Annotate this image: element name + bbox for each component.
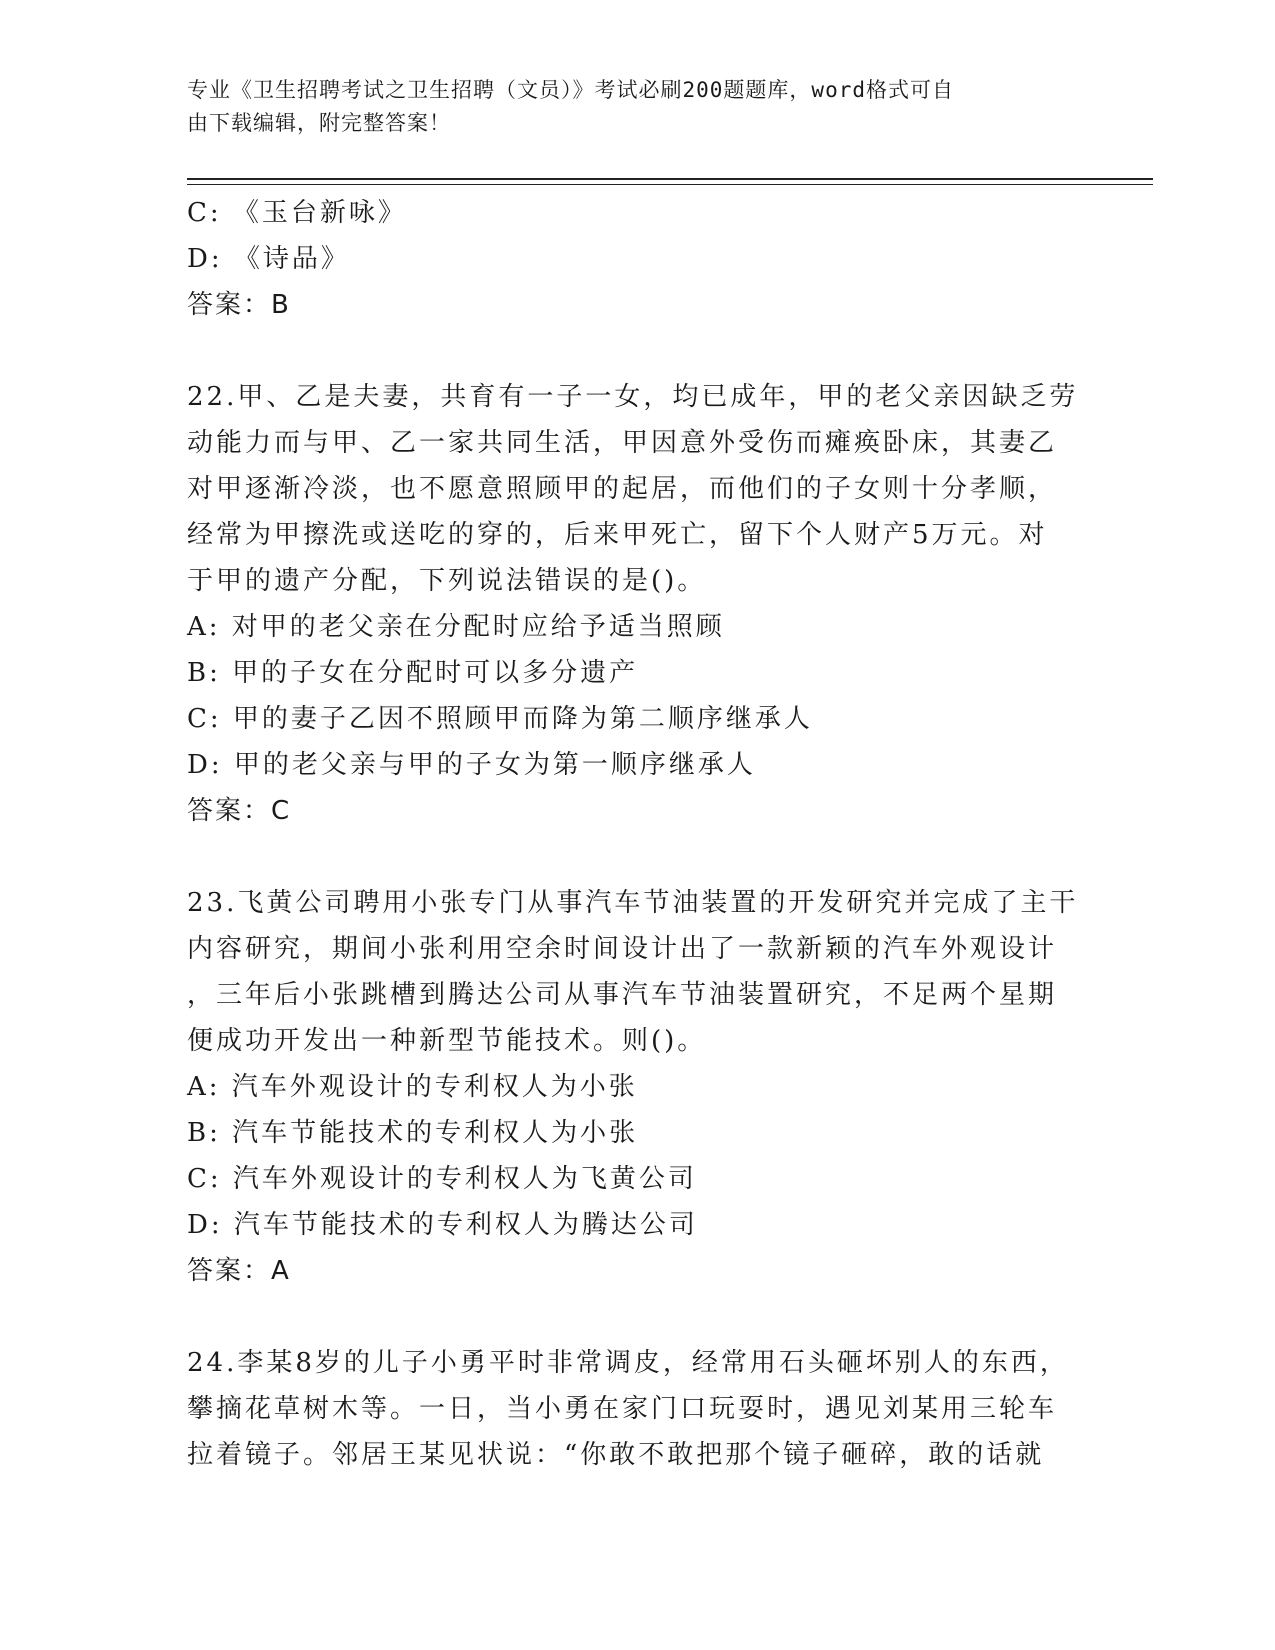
header-divider-thick	[187, 178, 1153, 180]
question-text-line: 于甲的遗产分配，下列说法错误的是()。	[187, 566, 707, 596]
answer-line: 答案：A	[187, 1256, 291, 1286]
document-body	[187, 190, 1087, 1478]
question-22	[187, 374, 1087, 834]
question-text-line: 便成功开发出一种新型节能技术。则()。	[187, 1026, 707, 1056]
header-line-1: 专业《卫生招聘考试之卫生招聘（文员）》考试必刷200题题库，word格式可自	[187, 78, 954, 102]
option-a: A: 汽车外观设计的专利权人为小张	[187, 1072, 638, 1102]
question-23	[187, 880, 1087, 1294]
question-text-line: 对甲逐渐冷淡，也不愿意照顾甲的起居，而他们的子女则十分孝顺，	[187, 474, 1058, 504]
question-text-line: 22.甲、乙是夫妻，共育有一子一女，均已成年，甲的老父亲因缺乏劳	[187, 382, 1079, 412]
option-c: C: 甲的妻子乙因不照顾甲而降为第二顺序继承人	[187, 704, 813, 734]
question-24	[187, 1340, 1087, 1478]
question-text-line: ，三年后小张跳槽到腾达公司从事汽车节油装置研究，不足两个星期	[187, 980, 1058, 1010]
question-text-line: 内容研究，期间小张利用空余时间设计出了一款新颖的汽车外观设计	[187, 934, 1058, 964]
question-21-tail	[187, 190, 1087, 328]
option-c: C: 汽车外观设计的专利权人为飞黄公司	[187, 1164, 697, 1194]
question-text-line: 24.李某8岁的儿子小勇平时非常调皮，经常用石头砸坏别人的东西，	[187, 1348, 1069, 1378]
page-header	[187, 74, 1067, 140]
question-text-line: 动能力而与甲、乙一家共同生活，甲因意外受伤而瘫痪卧床，其妻乙	[187, 428, 1058, 458]
header-line-2: 由下载编辑，附完整答案！	[187, 111, 451, 135]
question-text-line: 拉着镜子。邻居王某见状说：“你敢不敢把那个镜子砸碎，敢的话就	[187, 1440, 1045, 1470]
question-text-line: 23.飞黄公司聘用小张专门从事汽车节油装置的开发研究并完成了主干	[187, 888, 1079, 918]
option-b: B: 汽车节能技术的专利权人为小张	[187, 1118, 639, 1148]
question-text-line: 经常为甲擦洗或送吃的穿的，后来甲死亡，留下个人财产5万元。对	[187, 520, 1048, 550]
header-divider-thin	[187, 184, 1153, 185]
option-d: D: 甲的老父亲与甲的子女为第一顺序继承人	[187, 750, 756, 780]
answer-line: 答案：C	[187, 796, 292, 826]
option-d: D: 《诗品》	[187, 244, 350, 274]
option-c: C: 《玉台新咏》	[187, 198, 407, 228]
option-a: A: 对甲的老父亲在分配时应给予适当照顾	[187, 612, 725, 642]
option-d: D: 汽车节能技术的专利权人为腾达公司	[187, 1210, 698, 1240]
option-b: B: 甲的子女在分配时可以多分遗产	[187, 658, 639, 688]
answer-line: 答案：B	[187, 290, 291, 320]
question-text-line: 攀摘花草树木等。一日，当小勇在家门口玩耍时，遇见刘某用三轮车	[187, 1394, 1058, 1424]
